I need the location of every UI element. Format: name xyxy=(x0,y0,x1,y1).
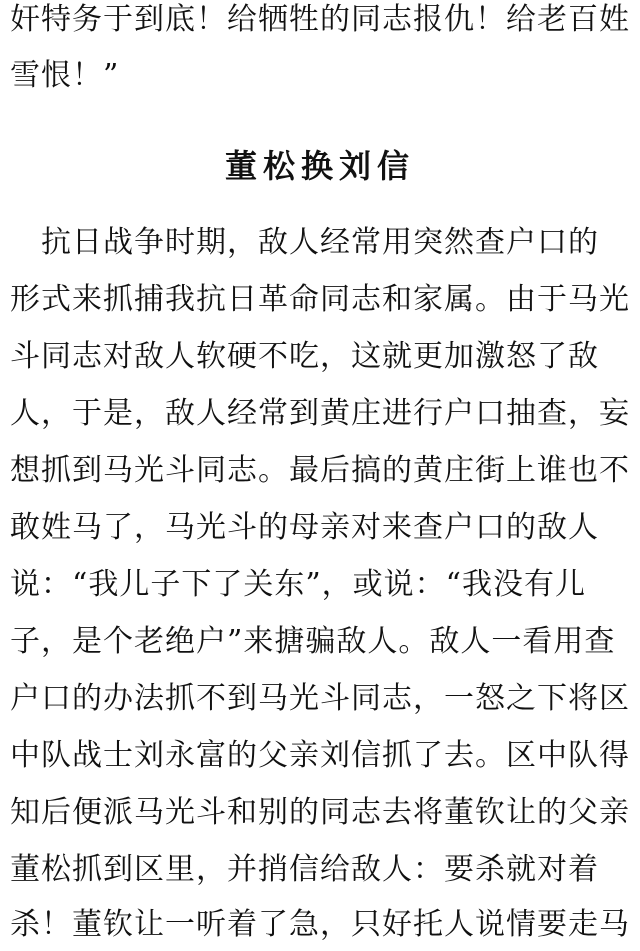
paragraph-line: 抗日战争时期，敌人经常用突然查户口的 xyxy=(10,225,599,260)
paragraph-line: 知后便派马光斗和别的同志去将董钦让的父亲 xyxy=(10,795,630,830)
paragraph-line: 户口的办法抓不到马光斗同志，一怒之下将区 xyxy=(10,681,630,716)
paragraph-line: 说：“我儿子下了关东”，或说：“我没有儿 xyxy=(10,567,587,602)
intro-line: 奸特务于到底！给牺牲的同志报仇！给老百姓 xyxy=(10,2,630,37)
paragraph-line: 子，是个老绝户”来搪骗敌人。敌人一看用查 xyxy=(10,624,616,659)
paragraph-line: 杀！董钦让一听着了急，只好托人说情要走马 xyxy=(10,907,630,942)
paragraph-line: 董松抓到区里，并捎信给敌人：要杀就对着 xyxy=(10,852,599,887)
paragraph-line: 敢姓马了，马光斗的母亲对来查户口的敌人 xyxy=(10,510,599,545)
intro-line: 雪恨！” xyxy=(10,58,120,93)
paragraph-line: 想抓到马光斗同志。最后搞的黄庄街上谁也不 xyxy=(10,453,630,488)
paragraph-line: 中队战士刘永富的父亲刘信抓了去。区中队得 xyxy=(10,738,630,773)
paragraph-line: 形式来抓捕我抗日革命同志和家属。由于马光 xyxy=(10,282,630,317)
paragraph-line: 人，于是，敌人经常到黄庄进行户口抽查，妄 xyxy=(10,396,630,431)
paragraph-line: 斗同志对敌人软硬不吃，这就更加激怒了敌 xyxy=(10,339,599,374)
section-title: 董松换刘信 xyxy=(224,147,415,185)
